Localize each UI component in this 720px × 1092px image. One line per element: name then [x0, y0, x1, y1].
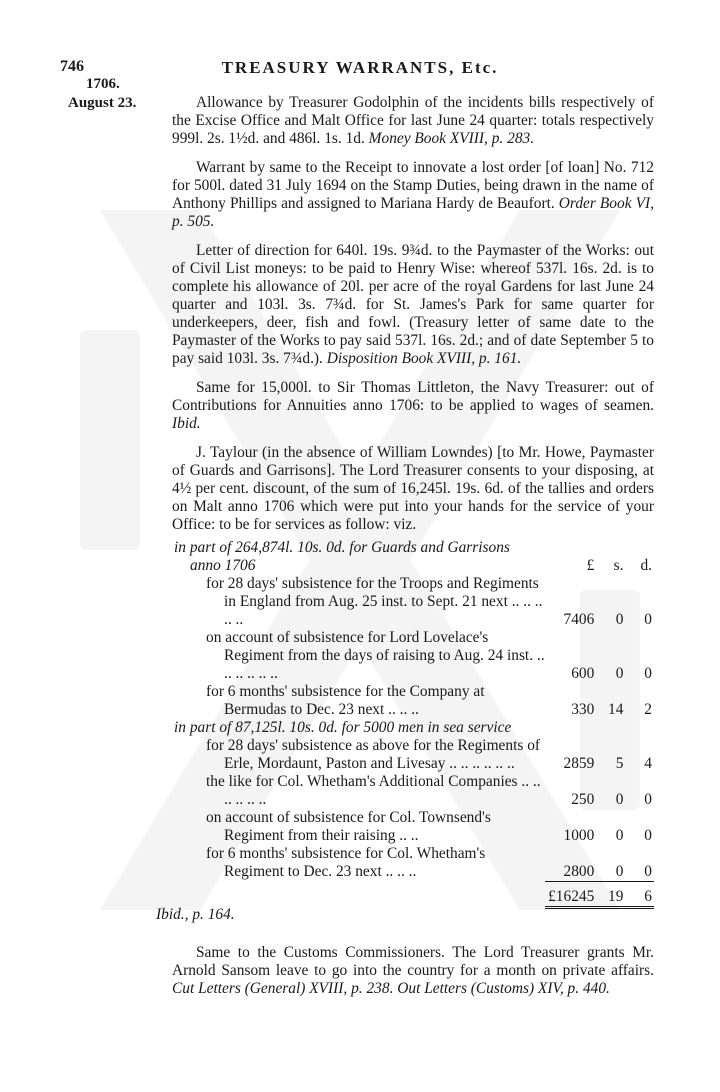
entry-paragraph: Same for 15,000l. to Sir Thomas Littleton, the Navy Treasurer: out of Contributions for Annuities anno 1706: to be applied to wages of seamen. Ibid. [172, 379, 654, 432]
ibid-reference: Ibid., p. 164. [156, 906, 235, 923]
pence-header: d. [640, 557, 652, 574]
account-group-heading: in part of 264,874l. 10s. 0d. for Guards and Garrisons [174, 539, 510, 556]
table-row: on account of subsistence for Col. Townsend's Regiment from their raising .. .. 1000 0 0 [206, 809, 652, 844]
entry-paragraph: Allowance by Treasurer Godolphin of the incidents bills respectively of the Excise Office and Malt Office for last June 24 quarter: totals respectively 999l. 2s. 1½d. and 486l. 1s. 1d. Money Book XVIII, p. 283. [172, 94, 654, 147]
entry-paragraph: Warrant by same to the Receipt to innovate a lost order [of loan] No. 712 for 500l. dated 31 July 1694 on the Stamp Duties, being drawn in the name of Anthony Phillips and assigned to Mariana Hardy de Beaufort. Order Book VI, p. 505. [172, 159, 654, 230]
shillings-header: s. [613, 557, 624, 574]
accounts-table: in part of 264,874l. 10s. 0d. for Guards and Garrisons anno 1706 £ s. d. for 28 days' subsistence for the Troops and Regiments in England from Aug. 25 inst. to Sept. 21 next .. .. .. .. .. 7406 0 0 on account of subsistence for Lord Lovelace's Regiment from the days of raising to Aug. 24 inst. .. .. .. .. .. .. 600 0 0 for 6 months' subsistence for the Company at Bermudas to Dec. 23 next .. .. .. 330 14 2 in part of 87,125l. 10s. 0d. for 5000 men in sea service for 28 days' subsistence as above for the Regiments of Erle, Mordaunt, Paston and Livesay .. .. .. .. .. .. 2859 5 4 the like for Col. Whetham's Additional Companies .. .. .. .. .. .. 250 0 0 on account of subsistence for Col. Townsend's Regiment from their raising .. .. 1000 0 0 for 6 months' subsistence for Col. Whetham's Regiment to Dec. 23 next .. .. .. 2800 0 0 £16245 19 6 [172, 539, 654, 909]
margin-year: 1706. [86, 76, 120, 92]
source-reference: Ibid. [172, 415, 201, 432]
pounds-header: £ [586, 557, 595, 574]
source-reference: Order Book VI, p. 505. [172, 195, 654, 230]
margin-date: August 23. [68, 95, 137, 111]
account-group-heading: in part of 87,125l. 10s. 0d. for 5000 men in sea service [174, 719, 512, 736]
entry-paragraph: J. Taylour (in the absence of William Lowndes) [to Mr. Howe, Paymaster of Guards and Garrisons]. The Lord Treasurer consents to your disposing, at 4½ per cent. discount, of the sum of 16,245l. 19s. 6d. of the tallies and orders on Malt anno 1706 which were put into your hands for the service of your Office: to be for services as follow: viz. [172, 444, 654, 533]
table-row: for 6 months' subsistence for Col. Whetham's Regiment to Dec. 23 next .. .. .. 2800 0 0 [206, 845, 652, 880]
entries-body [172, 94, 654, 909]
table-row: for 6 months' subsistence for the Company at Bermudas to Dec. 23 next .. .. .. 330 14 2 [206, 683, 652, 718]
source-reference: Disposition Book XVIII, p. 161. [326, 350, 522, 367]
table-row: for 28 days' subsistence as above for the Regiments of Erle, Mordaunt, Paston and Livesay .. .. .. .. .. .. 2859 5 4 [206, 737, 652, 772]
source-reference: Money Book XVIII, p. 283. [368, 130, 535, 147]
total-pounds: £16245 [545, 881, 599, 907]
total-row [172, 881, 654, 907]
table-row: on account of subsistence for Lord Lovelace's Regiment from the days of raising to Aug. 24 inst. .. .. .. .. .. .. 600 0 0 [206, 629, 652, 682]
running-title: TREASURY WARRANTS, Etc. [221, 58, 499, 77]
entry-paragraph: Same to the Customs Commissioners. The Lord Treasurer grants Mr. Arnold Sansom leave to go into the country for a month on private affairs. Cut Letters (General) XVIII, p. 238. Out Letters (Customs) XIV, p. 440. [172, 944, 654, 997]
table-row: the like for Col. Whetham's Additional Companies .. .. .. .. .. .. 250 0 0 [206, 773, 652, 808]
total-shillings: 19 [598, 881, 623, 907]
final-entry [172, 944, 654, 998]
entry-paragraph: Letter of direction for 640l. 19s. 9¾d. to the Paymaster of the Works: out of Civil List moneys: to be paid to Henry Wise: whereof 537l. 16s. 2d. is to complete his allowance of 20l. per acre of the royal Gardens for last June 24 quarter and 103l. 3s. 7¾d. for St. James's Park for same quarter for underkeepers, deer, fish and fowl. (Treasury letter of same date to the Paymaster of the Works to pay said 537l. 16s. 2d.; and of date September 5 to pay said 103l. 3s. 7¾d.). Disposition Book XVIII, p. 161. [172, 242, 654, 367]
source-reference: Cut Letters (General) XVIII, p. 238. Out Letters (Customs) XIV, p. 440. [172, 980, 610, 997]
table-row: for 28 days' subsistence for the Troops and Regiments in England from Aug. 25 inst. to Sept. 21 next .. .. .. .. .. 7406 0 0 [206, 575, 652, 628]
total-pence: 6 [623, 881, 654, 907]
page-number: 746 [60, 58, 84, 75]
